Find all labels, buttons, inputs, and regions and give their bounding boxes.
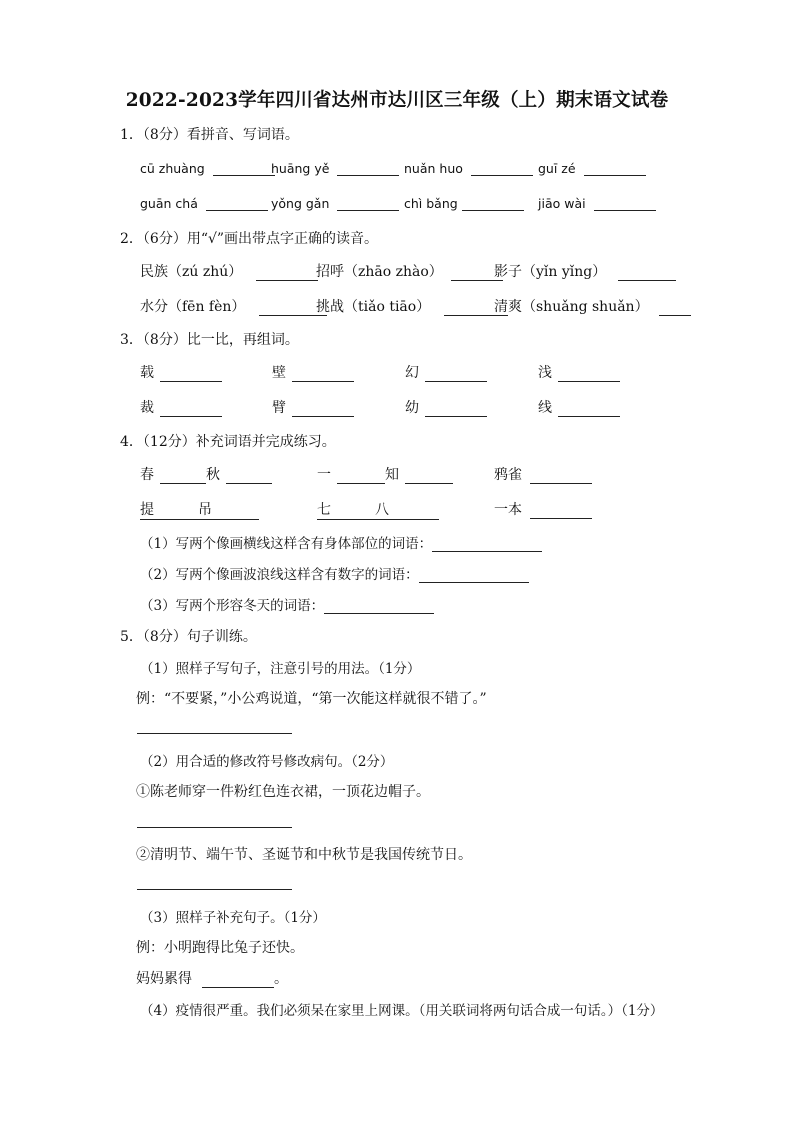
compare-item: 幻 bbox=[405, 362, 487, 382]
question-2-label: 2．（6分）用“√”画出带点字正确的读音。 bbox=[120, 231, 379, 247]
answer-blank[interactable] bbox=[530, 503, 592, 519]
pinyin-item: nuǎn huo bbox=[404, 160, 533, 176]
sub-question: （1）写两个像画横线这样含有身体部位的词语： bbox=[140, 532, 542, 552]
sub-question: （4）疫情很严重。我们必须呆在家里上网课。（用关联词将两句话合成一句话。）（1分） bbox=[140, 1003, 664, 1019]
example-sentence: 例：小明跑得比兔子还快。 bbox=[136, 940, 304, 956]
answer-blank[interactable] bbox=[337, 195, 399, 211]
answer-blank[interactable] bbox=[292, 366, 354, 382]
compare-item: 臂 bbox=[272, 397, 354, 417]
sub-question: （2）用合适的修改符号修改病句。（2分） bbox=[140, 754, 394, 770]
answer-blank[interactable] bbox=[324, 598, 434, 614]
compare-item: 浅 bbox=[538, 362, 620, 382]
answer-blank[interactable] bbox=[558, 401, 620, 417]
answer-blank[interactable] bbox=[471, 160, 533, 176]
compare-item: 线 bbox=[538, 397, 620, 417]
answer-blank[interactable] bbox=[462, 195, 524, 211]
answer-blank[interactable] bbox=[405, 468, 453, 484]
sub-question: （1）照样子写句子，注意引号的用法。（1分） bbox=[140, 661, 421, 677]
reading-item: 水分（fēn fèn） bbox=[140, 296, 327, 316]
idiom-item: 七 八 bbox=[317, 499, 439, 520]
answer-blank[interactable] bbox=[337, 160, 399, 176]
reading-item: 清爽（shuǎng shuǎn） bbox=[494, 296, 691, 316]
answer-line[interactable] bbox=[137, 874, 292, 890]
idiom-item: 鸦雀 bbox=[494, 464, 592, 484]
fill-sentence: 妈妈累得 。 bbox=[136, 971, 288, 987]
answer-blank[interactable] bbox=[202, 972, 274, 988]
question-3-label: 3．（8分）比一比，再组词。 bbox=[120, 332, 299, 348]
pinyin-item: guān chá bbox=[140, 195, 268, 211]
answer-blank[interactable] bbox=[213, 160, 275, 176]
question-1-label: 1．（8分）看拼音、写词语。 bbox=[120, 127, 299, 143]
sub-question: （2）写两个像画波浪线这样含有数字的词语： bbox=[140, 563, 529, 583]
answer-blank[interactable] bbox=[226, 468, 272, 484]
sub-question: （3）写两个形容冬天的词语： bbox=[140, 594, 434, 614]
sub-question: （3）照样子补充句子。（1分） bbox=[140, 910, 326, 926]
reading-item: 影子（yǐn yǐng） bbox=[494, 261, 676, 281]
compare-item: 裁 bbox=[140, 397, 222, 417]
compare-item: 幼 bbox=[405, 397, 487, 417]
answer-blank[interactable] bbox=[256, 265, 318, 281]
reading-item: 挑战（tiǎo tiāo） bbox=[316, 296, 508, 316]
pinyin-item: guī zé bbox=[538, 160, 646, 176]
answer-blank[interactable] bbox=[584, 160, 646, 176]
compare-item: 壁 bbox=[272, 362, 354, 382]
reading-item: 招呼（zhāo zhào） bbox=[316, 261, 503, 281]
idiom-item: 一 知 bbox=[317, 464, 453, 484]
answer-blank[interactable] bbox=[659, 300, 691, 316]
answer-blank[interactable] bbox=[558, 366, 620, 382]
answer-blank[interactable] bbox=[337, 468, 385, 484]
answer-blank[interactable] bbox=[594, 195, 656, 211]
pinyin-item: jiāo wài bbox=[538, 195, 656, 211]
answer-blank[interactable] bbox=[160, 401, 222, 417]
faulty-sentence: ②清明节、端午节、圣诞节和中秋节是我国传统节日。 bbox=[136, 847, 472, 863]
answer-blank[interactable] bbox=[618, 265, 676, 281]
question-5-label: 5．（8分）句子训练。 bbox=[120, 629, 257, 645]
answer-blank[interactable] bbox=[530, 468, 592, 484]
question-4-label: 4．（12分）补充词语并完成练习。 bbox=[120, 434, 336, 450]
faulty-sentence: ①陈老师穿一件粉红色连衣裙，一顶花边帽子。 bbox=[136, 784, 430, 800]
example-sentence: 例：“不要紧，”小公鸡说道，“第一次能这样就很不错了。” bbox=[136, 691, 487, 707]
answer-blank[interactable] bbox=[160, 468, 206, 484]
idiom-item: 提 吊 bbox=[140, 499, 259, 520]
answer-blank[interactable] bbox=[432, 536, 542, 552]
reading-item: 民族（zú zhú） bbox=[140, 261, 318, 281]
pinyin-item: huāng yě bbox=[271, 160, 399, 176]
answer-blank[interactable] bbox=[425, 401, 487, 417]
answer-blank[interactable] bbox=[419, 567, 529, 583]
answer-blank[interactable] bbox=[292, 401, 354, 417]
answer-blank[interactable] bbox=[160, 366, 222, 382]
answer-blank[interactable] bbox=[425, 366, 487, 382]
answer-line[interactable] bbox=[137, 718, 292, 734]
pinyin-item: yǒng gǎn bbox=[271, 195, 399, 211]
pinyin-item: chì bǎng bbox=[404, 195, 524, 211]
answer-blank[interactable] bbox=[206, 195, 268, 211]
answer-line[interactable] bbox=[137, 812, 292, 828]
idiom-item: 一本 bbox=[494, 499, 592, 519]
compare-item: 载 bbox=[140, 362, 222, 382]
page-title: 2022-2023学年四川省达州市达川区三年级（上）期末语文试卷 bbox=[125, 90, 669, 111]
idiom-item: 春 秋 bbox=[140, 464, 272, 484]
pinyin-item: cū zhuàng bbox=[140, 160, 275, 176]
